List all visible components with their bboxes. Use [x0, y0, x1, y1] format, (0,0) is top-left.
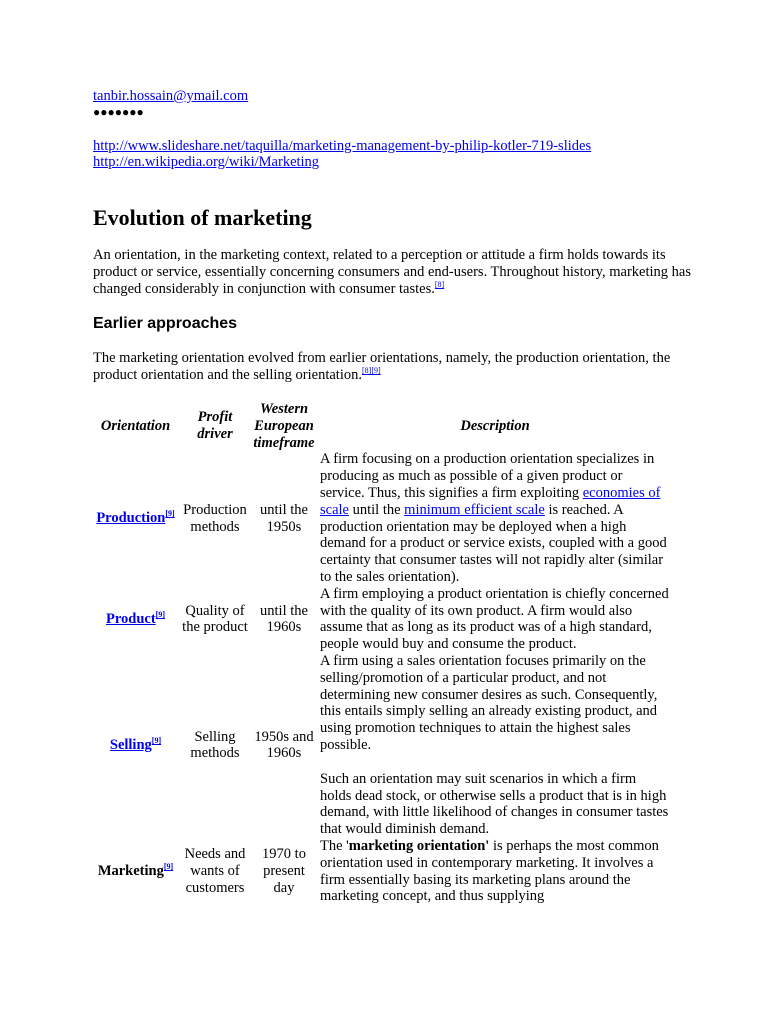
description-paragraph: Such an orientation may suit scenarios in which a firm holds dead stock, or otherwise sells a product that is in high demand, with little likelihood of changes in consumer tastes that would diminish demand. [320, 770, 669, 838]
table-row [91, 586, 672, 653]
description-text: is reached. A production orientation may be deployed when a high demand for a product or service exists, coupled with a good certainty that consumer tastes will not rapidly alter (similar to the sales orientation). [320, 501, 667, 585]
economies-of-scale-link[interactable]: economies of scale [320, 484, 661, 518]
email-link-line [93, 88, 248, 104]
wikipedia-link[interactable]: http://en.wikipedia.org/wiki/Marketing [93, 154, 320, 170]
timeframe-cell: until the 1960s [260, 602, 308, 636]
slideshare-link-line [93, 138, 591, 154]
ref-link[interactable]: [9] [151, 736, 162, 746]
approaches-paragraph [93, 350, 693, 384]
minimum-efficient-scale-link[interactable]: minimum efficient scale [404, 501, 545, 518]
intro-ref-link[interactable]: [8] [434, 279, 445, 289]
page-title: Evolution of marketing [93, 205, 312, 230]
description-text: The ' [320, 837, 349, 854]
selling-link[interactable]: Selling [109, 737, 152, 754]
wikipedia-link-line [93, 154, 319, 170]
approaches-ref-link-2[interactable]: [9] [371, 365, 381, 375]
orientation-cell [91, 838, 180, 905]
table-row [91, 653, 672, 838]
approaches-ref-link-1[interactable]: [8] [362, 365, 372, 375]
marketing-label: Marketing [97, 863, 164, 880]
section-heading: Earlier approaches [93, 315, 238, 332]
description-cell: A firm employing a product orientation is chiefly concerned with the quality of its own product. A firm would also assume that as long as its product was of a high standard, people would buy and consume the product. [320, 585, 669, 653]
table-row [91, 451, 672, 585]
ref-link[interactable]: [9] [165, 509, 175, 519]
timeframe-cell: until the 1950s [260, 501, 308, 535]
description-bold-text: marketing orientation' [348, 837, 490, 854]
table-header-row [91, 401, 672, 451]
orientation-cell [91, 586, 180, 653]
orientation-cell [91, 653, 180, 838]
ref-link[interactable]: [9] [155, 609, 165, 619]
description-text: is perhaps the most common orientation used in contemporary marketing. It involves a firm essentially basing its marketing plans around the marketing concept, and thus supplying [320, 837, 659, 905]
profit-driver-cell: Selling methods [190, 728, 240, 762]
description-paragraph: A firm using a sales orientation focuses primarily on the selling/promotion of a particular product, and not determining new consumer desires as such. Consequently, this entails simply selling an already existing product, and using promotion techniques to attain the highest sales possible. [320, 652, 658, 753]
orientation-cell [91, 451, 180, 585]
profit-driver-cell: Needs and wants of customers [184, 846, 246, 896]
description-cell [318, 838, 672, 905]
timeframe-cell: 1950s and 1960s [254, 728, 314, 762]
header-orientation: Orientation [100, 417, 171, 434]
timeframe-cell: 1970 to present day [262, 846, 306, 896]
production-link[interactable]: Production [96, 510, 166, 527]
header-profit-driver: Profit driver [197, 409, 233, 443]
description-cell [318, 451, 672, 585]
slideshare-link[interactable]: http://www.slideshare.net/taquilla/marketing-management-by-philip-kotler-719-slides [93, 138, 592, 154]
intro-paragraph [93, 247, 693, 297]
header-description: Description [460, 417, 530, 434]
header-timeframe: Western European timeframe [253, 401, 315, 451]
ref-link[interactable]: [9] [163, 862, 174, 872]
description-text: A firm focusing on a production orientation specializes in producing as much as possible of a given product or service. Thus, this signifies a firm exploiting [320, 451, 655, 501]
password-dots: ●●●●●●● [93, 105, 144, 119]
approaches-text: The marketing orientation evolved from earlier orientations, namely, the production orientation, the product orientation and the selling orientation. [93, 350, 671, 383]
orientation-table [91, 401, 672, 905]
intro-text: An orientation, in the marketing context, related to a perception or attitude a firm holds towards its product or service, essentially concerning consumers and end-users. Throughout history, marketing has changed considerably in conjunction with consumer tastes. [93, 247, 691, 297]
product-link[interactable]: Product [105, 610, 156, 627]
email-link[interactable]: tanbir.hossain@ymail.com [93, 88, 249, 104]
description-cell [318, 653, 672, 838]
table-row [91, 838, 672, 905]
profit-driver-cell: Production methods [183, 501, 247, 535]
profit-driver-cell: Quality of the product [182, 602, 248, 636]
description-text: until the [348, 501, 405, 518]
